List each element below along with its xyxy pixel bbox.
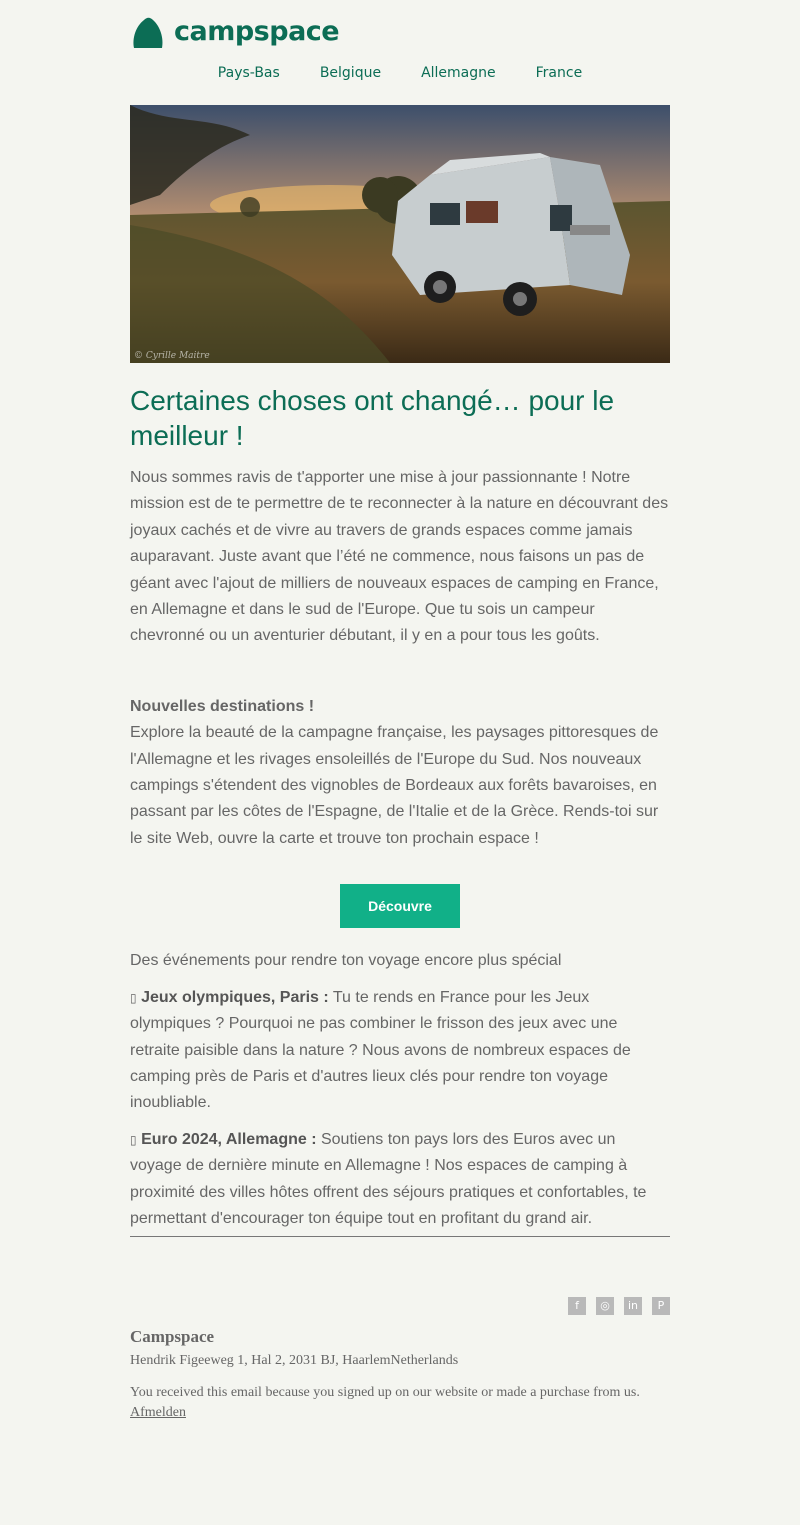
event-text: Soutiens ton pays lors des Euros avec un voyage de dernière minute en Allemagne ! Nos espaces de camping à proximité des villes hôtes offrent des séjours pratiques et confortables, te permettant d'encourager ton équipe tout en profitant du grand air. — [130, 1130, 647, 1227]
country-nav — [130, 65, 670, 105]
cta-row — [130, 884, 670, 928]
campervan-sunset-illustration — [130, 105, 670, 363]
unsubscribe-link[interactable]: Afmelden — [130, 1405, 186, 1421]
email-container — [130, 0, 670, 1423]
nav-link-netherlands[interactable]: Pays-Bas — [217, 65, 280, 81]
event-text: Tu te rends en France pour les Jeux olympiques ? Pourquoi ne pas combiner le frisson des jeux avec une retraite paisible dans la nature ? Nous avons de nombreux espaces de camping près de Paris et d'autres lieux clés pour rendre ton voyage inoubliable. — [130, 988, 631, 1112]
footer-note-text: You received this email because you signed up on our website or made a purchase from us. — [130, 1385, 640, 1401]
event-name: Euro 2024, Allemagne : — [141, 1130, 317, 1148]
linkedin-icon[interactable]: in — [624, 1297, 642, 1315]
soccer-icon: ▯ — [130, 1132, 137, 1147]
hero-image[interactable] — [130, 105, 670, 363]
brand-logo[interactable] — [130, 0, 670, 59]
nav-link-belgium[interactable]: Belgique — [319, 65, 382, 81]
destinations-title: Nouvelles destinations ! — [130, 697, 315, 715]
intro-text: Nous sommes ravis de t'apporter une mise à jour passionnante ! Notre mission est de te permettre de te reconnecter à la nature en découvrant des joyaux cachés et de vivre au travers de grands espaces comme jamais auparavant. Juste avant que l’été ne commence, nous faisons un pas de géant avec l'ajout de milliers de nouveaux espaces de camping en France, en Allemagne et dans le sud de l'Europe. Que tu sois un campeur chevronné ou un aventurier débutant, il y en a pour tous les goûts. — [130, 469, 669, 645]
pinterest-icon[interactable]: P — [652, 1297, 670, 1315]
event-item-olympics — [130, 985, 670, 1117]
divider — [130, 1236, 670, 1237]
footer-note — [130, 1383, 670, 1423]
headline: Certaines choses ont changé… pour le meilleur ! — [130, 385, 615, 451]
brand-name: campspace — [174, 16, 340, 47]
facebook-icon[interactable]: f — [568, 1297, 586, 1315]
footer-address: Hendrik Figeeweg 1, Hal 2, 2031 BJ, HaarlemNetherlands — [130, 1353, 459, 1369]
nav-link-germany[interactable]: Allemagne — [421, 65, 496, 81]
social-links — [130, 1297, 670, 1315]
events-title: Des événements pour rendre ton voyage encore plus spécial — [130, 952, 562, 970]
photo-credit: © Cyrille Maitre — [134, 351, 210, 361]
event-item-euro — [130, 1127, 670, 1233]
discover-button[interactable]: Découvre — [340, 884, 460, 928]
destinations-body: Explore la beauté de la campagne française, les paysages pittoresques de l'Allemagne et les rivages ensoleillés de l'Europe du Sud. Nos nouveaux campings s'étendent des vignobles de Bordeaux aux forêts bavaroises, en passant par les côtes de l'Espagne, de l'Italie et de la Grèce. Rends-toi sur le site Web, ouvre la carte et trouve ton prochain espace ! — [130, 724, 659, 847]
instagram-icon[interactable]: ◎ — [596, 1297, 614, 1315]
tent-icon — [130, 14, 166, 50]
nav-link-france[interactable]: France — [535, 65, 583, 81]
event-name: Jeux olympiques, Paris : — [141, 988, 329, 1006]
footer-company: Campspace — [130, 1327, 215, 1347]
calendar-icon: ▯ — [130, 990, 137, 1005]
